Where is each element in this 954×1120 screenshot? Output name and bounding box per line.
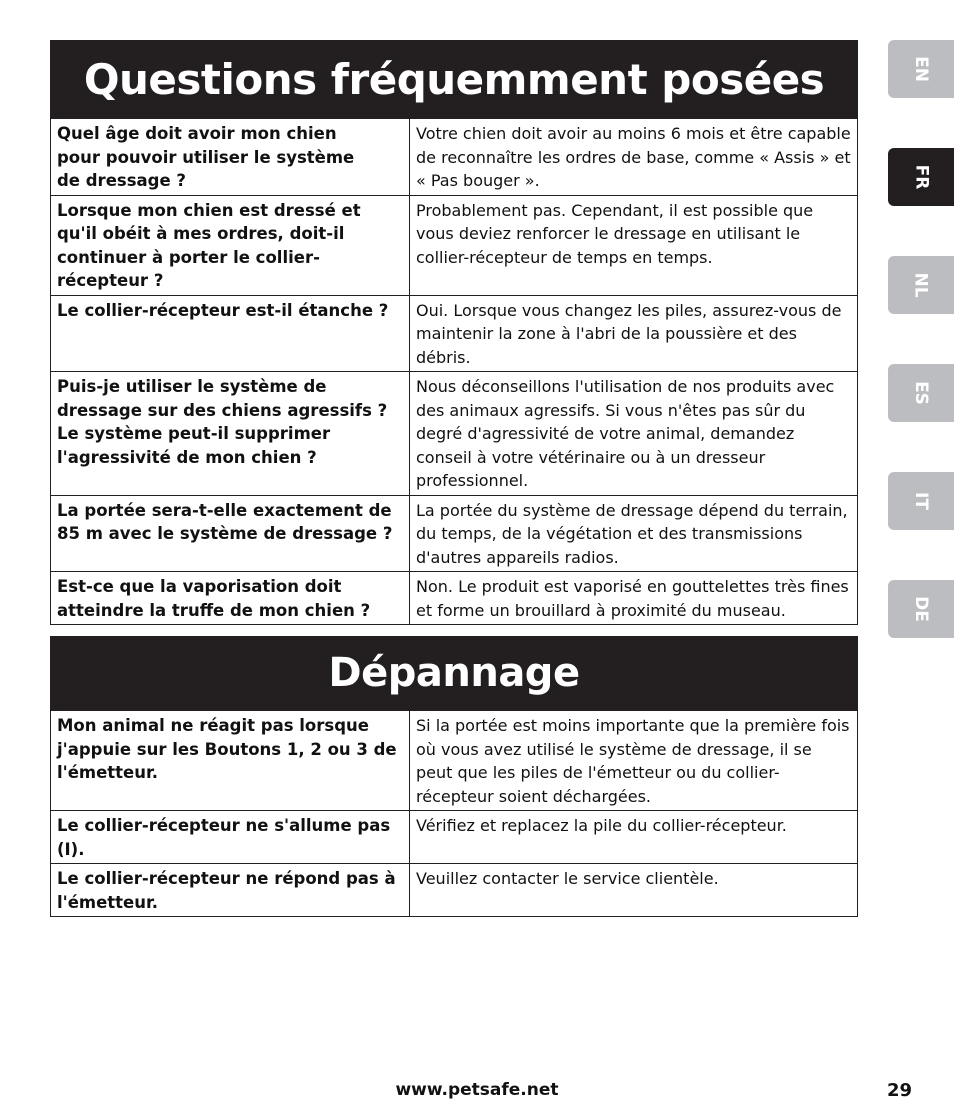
- table-row: [51, 572, 858, 625]
- faq-question: Puis-je utiliser le système de dressage sur des chiens agressifs ? Le système peut-il supprimer l'agressivité de mon chien ?: [51, 372, 410, 496]
- faq-answer: Nous déconseillons l'utilisation de nos produits avec des animaux agressifs. Si vous n'êtes pas sûr du degré d'agressivité de votre animal, demandez conseil à votre vétérinaire ou à un dresseur professionnel.: [410, 372, 858, 496]
- problem-cell: Le collier-récepteur ne répond pas à l'émetteur.: [51, 864, 410, 917]
- tab-label: ES: [910, 381, 931, 405]
- table-row: [51, 495, 858, 572]
- faq-answer: Votre chien doit avoir au moins 6 mois et être capable de reconnaître les ordres de base, comme « Assis » et « Pas bouger ».: [410, 119, 858, 196]
- table-row: [51, 372, 858, 496]
- tab-label: FR: [910, 164, 931, 190]
- language-tab-fr[interactable]: [888, 148, 954, 206]
- page-number: 29: [886, 1080, 912, 1101]
- faq-answer: Probablement pas. Cependant, il est possible que vous deviez renforcer le dressage en utilisant le collier-récepteur de temps en temps.: [410, 195, 858, 295]
- table-row: [51, 295, 858, 372]
- language-tab-nl[interactable]: [888, 256, 954, 314]
- troubleshooting-title: Dépannage: [50, 636, 858, 710]
- faq-answer: Oui. Lorsque vous changez les piles, assurez-vous de maintenir la zone à l'abri de la poussière et des débris.: [410, 295, 858, 372]
- table-row: [51, 811, 858, 864]
- table-row: [51, 195, 858, 295]
- language-tab-en[interactable]: [888, 40, 954, 98]
- faq-answer: Non. Le produit est vaporisé en gouttelettes très fines et forme un brouillard à proximité du museau.: [410, 572, 858, 625]
- faq-answer: La portée du système de dressage dépend du terrain, du temps, de la végétation et des transmissions d'autres appareils radios.: [410, 495, 858, 572]
- solution-cell: Veuillez contacter le service clientèle.: [410, 864, 858, 917]
- faq-question: Quel âge doit avoir mon chien pour pouvoir utiliser le système de dressage ?: [51, 119, 410, 196]
- faq-question: Le collier-récepteur est-il étanche ?: [51, 295, 410, 372]
- faq-question: Lorsque mon chien est dressé et qu'il obéit à mes ordres, doit-il continuer à porter le collier-récepteur ?: [51, 195, 410, 295]
- problem-cell: Le collier-récepteur ne s'allume pas (I).: [51, 811, 410, 864]
- language-tab-it[interactable]: [888, 472, 954, 530]
- language-tab-es[interactable]: [888, 364, 954, 422]
- solution-cell: Si la portée est moins importante que la première fois où vous avez utilisé le système de dressage, il se peut que les piles de l'émetteur ou du collier-récepteur soient déchargées.: [410, 711, 858, 811]
- table-row: [51, 119, 858, 196]
- footer-url[interactable]: www.petsafe.net: [395, 1080, 559, 1100]
- tab-label: DE: [910, 596, 931, 622]
- tab-label: EN: [911, 56, 931, 82]
- problem-cell: Mon animal ne réagit pas lorsque j'appuie sur les Boutons 1, 2 ou 3 de l'émetteur.: [51, 711, 410, 811]
- tab-label: IT: [910, 492, 931, 510]
- troubleshooting-table: [50, 710, 858, 917]
- faq-title: Questions fréquemment posées: [50, 40, 858, 118]
- faq-table: [50, 118, 858, 625]
- table-row: [51, 711, 858, 811]
- faq-question: La portée sera-t-elle exactement de 85 m avec le système de dressage ?: [51, 495, 410, 572]
- tab-label: NL: [911, 272, 931, 298]
- troubleshooting-section: [50, 636, 858, 917]
- faq-question: Est-ce que la vaporisation doit atteindre la truffe de mon chien ?: [51, 572, 410, 625]
- language-tab-de[interactable]: [888, 580, 954, 638]
- solution-cell: Vérifiez et replacez la pile du collier-récepteur.: [410, 811, 858, 864]
- table-row: [51, 864, 858, 917]
- faq-section: [50, 40, 858, 625]
